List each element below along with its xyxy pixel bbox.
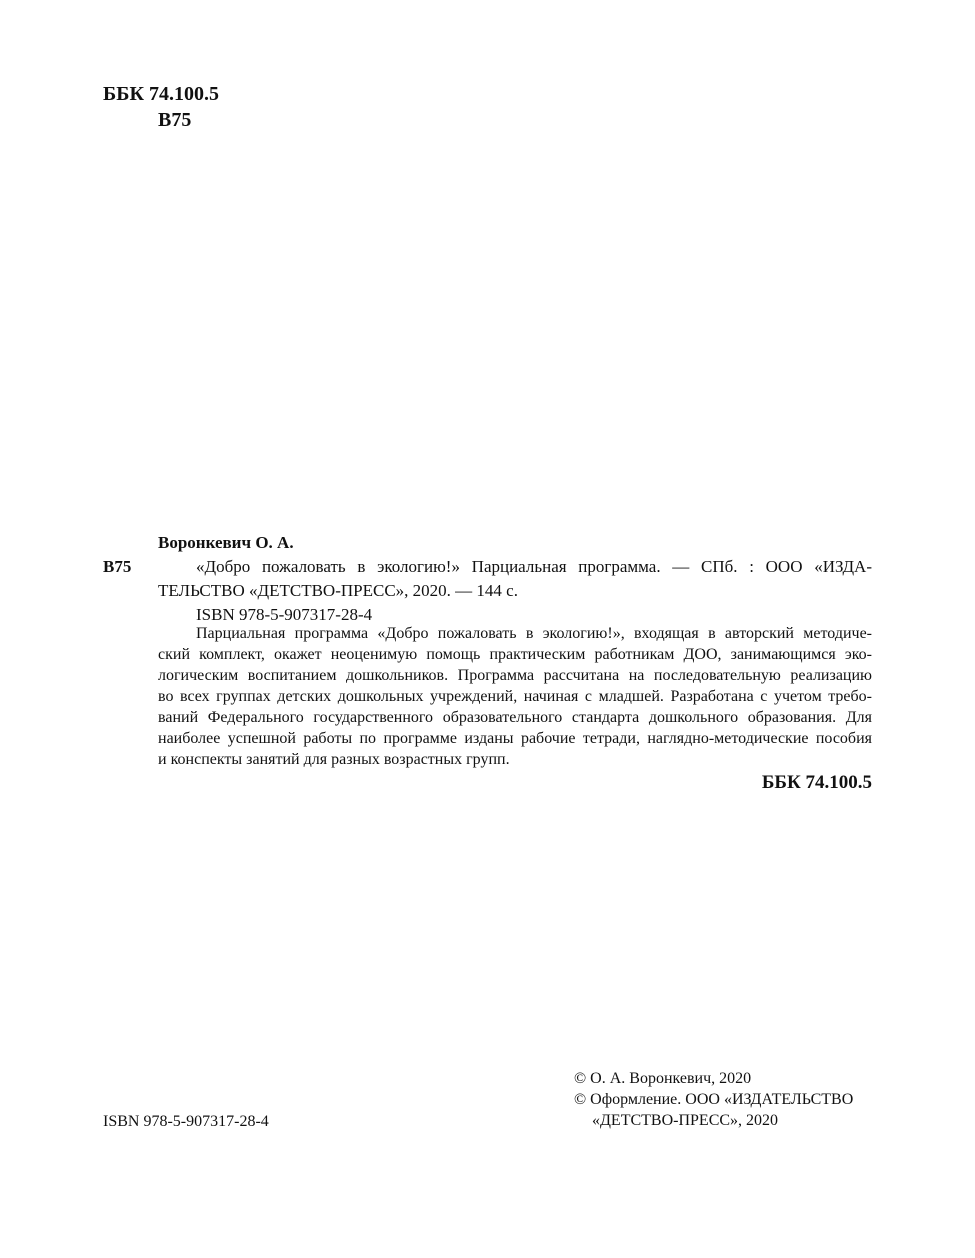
- annotation-line: ский комплект, окажет неоценимую помощь практическим работникам ДОО, занимающимся эко-: [158, 646, 872, 663]
- annotation-line: наиболее успешной работы по программе изданы рабочие тетради, наглядно-методические пособия: [158, 730, 872, 747]
- annotation-line: во всех группах детских дошкольных учреждений, начиная с младшей. Разработана с учетом требо-: [158, 688, 872, 705]
- copyright-design: © Оформление. ООО «ИЗДАТЕЛЬСТВО: [574, 1091, 854, 1108]
- header-bbk: ББК 74.100.5: [103, 83, 219, 105]
- copyright-block: [574, 1068, 853, 1131]
- card-author: Воронкевич О. А.: [158, 533, 294, 552]
- annotation-line: ваний Федерального государственного образовательного стандарта дошкольного образования. Для: [158, 709, 872, 726]
- header-author-code: В75: [158, 109, 192, 131]
- copyright-author: © О. А. Воронкевич, 2020: [574, 1070, 752, 1087]
- card-annotation: [158, 623, 872, 770]
- card-title: [158, 555, 872, 627]
- annotation-line: Парциальная программа «Добро пожаловать в экологию!», входящая в авторский методиче-: [196, 625, 872, 642]
- card-author-code: В75: [103, 557, 132, 576]
- card-isbn: ISBN 978-5-907317-28-4: [196, 605, 373, 624]
- card-bbk: ББК 74.100.5: [761, 772, 872, 793]
- card-title-line: «Добро пожаловать в экологию!» Парциальная программа. — СПб. : ООО «ИЗДА-: [196, 557, 872, 576]
- card-title-line: ТЕЛЬСТВО «ДЕТСТВО-ПРЕСС», 2020. — 144 с.: [158, 581, 518, 600]
- annotation-line: и конспекты занятий для разных возрастных групп.: [158, 751, 510, 768]
- annotation-line: логическим воспитанием дошкольников. Программа рассчитана на последовательную реализацию: [158, 667, 872, 684]
- footer-isbn: ISBN 978-5-907317-28-4: [103, 1113, 269, 1130]
- copyright-design-cont: «ДЕТСТВО-ПРЕСС», 2020: [592, 1112, 779, 1129]
